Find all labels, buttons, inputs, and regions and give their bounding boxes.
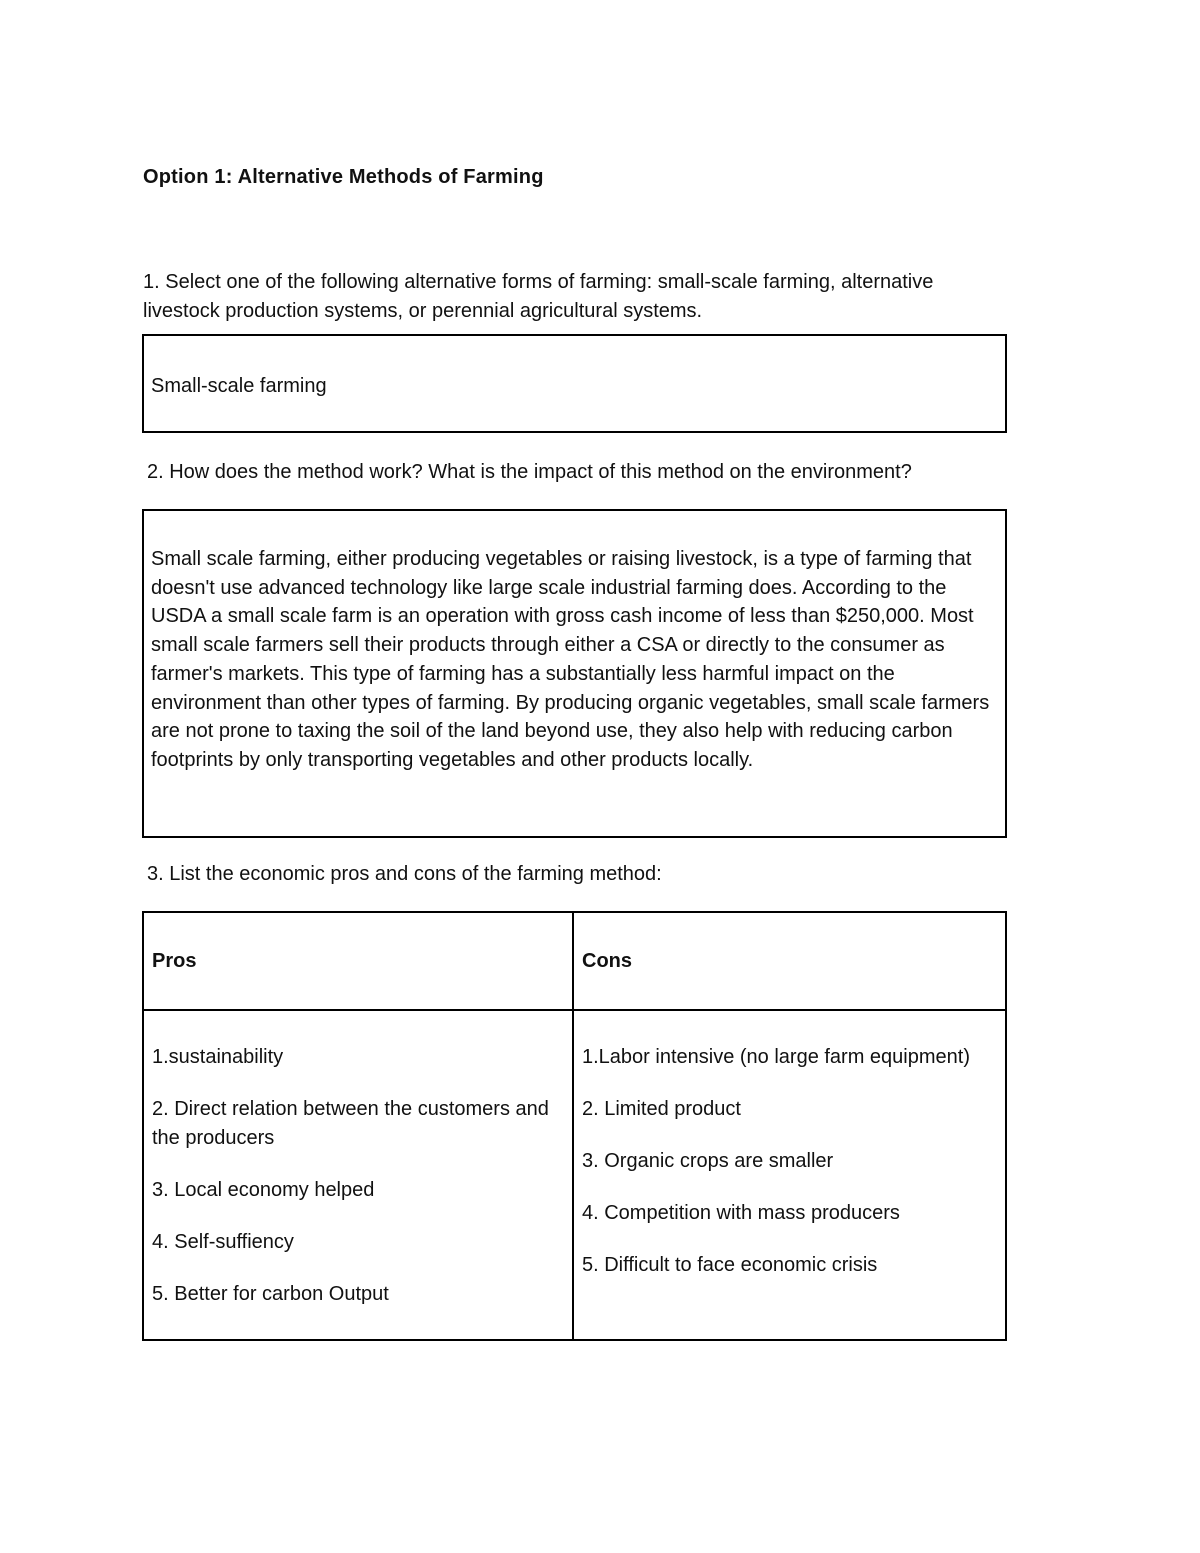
pros-header: Pros: [143, 912, 573, 1010]
question-2: 2. How does the method work? What is the impact of this method on the environment?: [147, 461, 912, 483]
list-item: 1.sustainability: [152, 1046, 284, 1068]
pros-cons-table: [142, 911, 1007, 1341]
list-item: 3. Local economy helped: [152, 1178, 375, 1201]
pros-list: [152, 1043, 564, 1308]
list-item: 5. Better for carbon Output: [152, 1282, 389, 1305]
cons-list: [582, 1043, 997, 1280]
list-item: 4. Competition with mass producers: [582, 1202, 900, 1224]
cons-cell: [573, 1010, 1006, 1340]
cons-header: Cons: [573, 912, 1006, 1010]
answer-box-2: [142, 509, 1007, 838]
question-3: 3. List the economic pros and cons of the farming method:: [147, 863, 662, 885]
answer-1-text: Small-scale farming: [151, 375, 327, 397]
table-header-row: [143, 912, 1006, 1010]
answer-2-text: Small scale farming, either producing vegetables or raising livestock, is a type of farming that doesn't use advanced technology like large scale industrial farming does. According to the USDA a small scale farm is an operation with gross cash income of less than $250,000. Most small scale farmers sell their products through either a CSA or directly to the consumer as farmer's markets. This type of farming has a substantially less harmful impact on the environment than other types of farming. By producing organic vegetables, small scale farmers are not prone to taxing the soil of the land beyond use, they also help with reducing carbon footprints by only transporting vegetables and other products locally.: [151, 548, 990, 771]
pros-cell: [143, 1010, 573, 1340]
list-item: 2. Limited product: [582, 1098, 741, 1120]
list-item: 2. Direct relation between the customers and the producers: [152, 1098, 549, 1149]
table-row: [143, 1010, 1006, 1340]
page-title: Option 1: Alternative Methods of Farming: [143, 166, 544, 188]
list-item: 3. Organic crops are smaller: [582, 1150, 834, 1172]
list-item: 1.Labor intensive (no large farm equipment): [582, 1046, 970, 1068]
list-item: 4. Self-suffiency: [152, 1230, 294, 1253]
list-item: 5. Difficult to face economic crisis: [582, 1254, 878, 1276]
answer-box-1: [142, 334, 1007, 433]
question-1: 1. Select one of the following alternative forms of farming: small-scale farming, alternative livestock production systems, or perennial agricultural systems.: [143, 271, 934, 322]
